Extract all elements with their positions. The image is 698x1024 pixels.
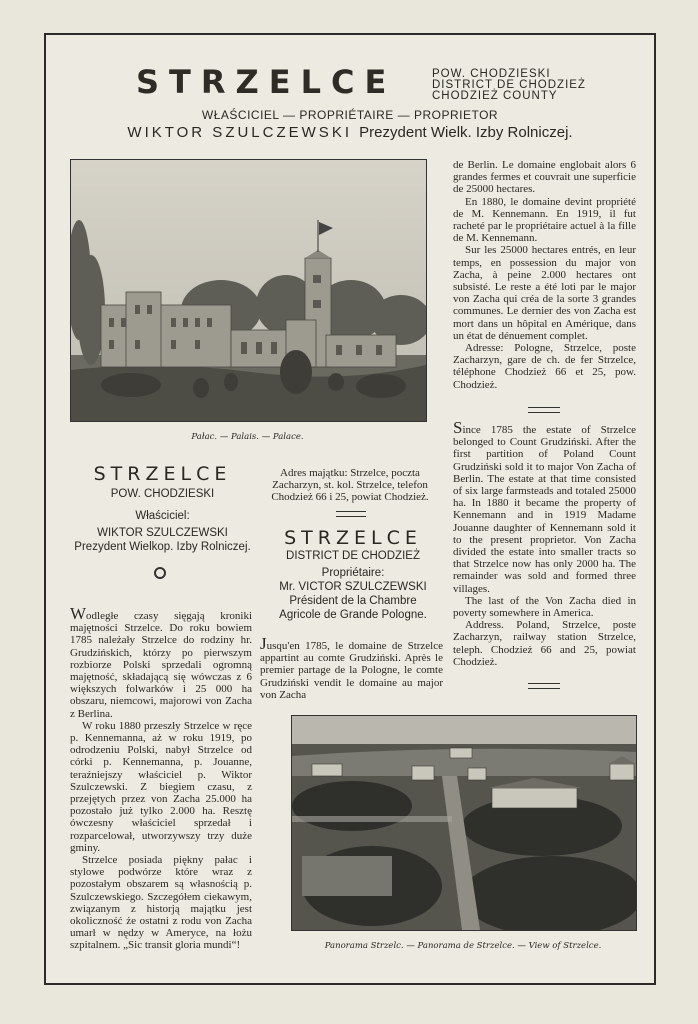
french-dropcap: J	[260, 634, 267, 653]
french-district: DISTRICT DE CHODZIEŻ	[286, 550, 420, 562]
panorama-illustration	[292, 716, 636, 930]
french-owner-title: Président de la Chambre	[289, 595, 417, 607]
french-title: STRZELCE	[284, 527, 422, 549]
palace-photo	[70, 159, 427, 422]
french-text-cont	[453, 159, 636, 391]
french-paragraph: Adresse: Pologne, Strzelce, poste Zacharzyn, gare de ch. de fer Strzelce, téléphone Chodzież 66 et 25, pow. Chodzież.	[453, 342, 636, 391]
polish-header	[70, 487, 255, 554]
page-frame	[44, 33, 656, 985]
french-owner-name: Mr. VICTOR SZULCZEWSKI	[279, 581, 427, 593]
french-header	[260, 549, 446, 622]
french-text-start	[260, 634, 443, 701]
panorama-caption: Panorama Strzelc. — Panorama de Strzelce. — View of Strzelce.	[324, 941, 602, 951]
polish-county: POW. CHODZIESKI	[110, 488, 215, 500]
french-paragraph: de Berlin. Le domaine englobait alors 6 grandes fermes et couvrait une superficie de 25000 hectares.	[453, 159, 636, 196]
owner-heading	[46, 124, 654, 141]
english-text	[453, 418, 636, 668]
divider	[528, 683, 560, 689]
polish-owner-title: Prezydent Wielkop. Izby Rolniczej.	[74, 541, 251, 553]
panorama-photo	[291, 715, 637, 931]
french-paragraph: Sur les 25000 hectares entrés, en leur temps, en possession du major von Zacha, à peine 2.000 hectares ont subsisté. Le reste a été loti par le major von Zacha qui créa de la sorte 3 grandes communes. Le dernier des von Zacha est mort dans un hôpital en Amérique, dans un état de dénuement complet.	[453, 244, 636, 342]
polish-paragraph: W roku 1880 przeszły Strzelce w ręce p. Kennemanna, aż w roku 1919, po odrodzeniu Polski, nabył Strzelce od córki p. Kennemanna, p. Jouanne, teraźniejszy właściciel p. Wiktor Szulczewski. Z biegiem czasu, z przejętych przez von Zacha 25.000 ha pozostało już tylko 2.000 ha. Resztę ówczesny właściciel sprzedał i rozparcelował, utworzywszy trzy duże gminy.	[70, 719, 252, 854]
english-paragraph: Address. Poland, Strzelce, poste Zacharzyn, railway station Strzelce, teleph. Chodzież 66 and 25, powiat Chodzież.	[453, 619, 636, 668]
polish-dropcap: W	[70, 604, 87, 623]
county-block	[432, 69, 586, 102]
french-owner-label: Propriétaire:	[321, 567, 385, 579]
french-owner-title: Agricole de Grande Pologne.	[279, 609, 427, 621]
english-paragraph: The last of the Von Zacha died in poverty somewhere in America.	[453, 594, 636, 620]
polish-owner-label: Właściciel:	[135, 510, 190, 522]
polish-title: STRZELCE	[93, 463, 232, 485]
county-line: CHODZIEŻ COUNTY	[432, 90, 558, 102]
palace-caption: Pałac. — Palais. — Palace.	[191, 432, 304, 442]
owner-title: Prezydent Wielk. Izby Rolniczej.	[359, 124, 573, 141]
owner-label-line: WŁAŚCICIEL — PROPRIÉTAIRE — PROPRIETOR	[201, 108, 499, 122]
county-line: POW. CHODZIESKI	[432, 68, 551, 80]
polish-owner-name: WIKTOR SZULCZEWSKI	[97, 527, 228, 539]
divider	[528, 407, 560, 413]
french-paragraph: Jusqu'en 1785, le domaine de Strzelce appartint au comte Grudziński. Après le premier partage de la Pologne, le comte Grudziński vendit le domaine au major von Zacha	[260, 634, 443, 701]
polish-text	[70, 604, 252, 952]
english-paragraph: Since 1785 the estate of Strzelce belonged to Count Grudziński. After the first partition of Poland Count Grudziński sold it to major Von Zacha of Berlin. The estate at that time consisted of six large farmsteads and totaled 25000 ha. In 1880 it became the property of Kennemann and in 1919 Madame Jouanne daughter of Kennemann sold it to the present proprietor. Von Zacha divided the estate into smaller tracts so that Strzelce now has only 2000 ha. The remainder was sold and formed three villages.	[453, 418, 636, 595]
divider	[336, 511, 366, 517]
english-dropcap: S	[453, 418, 463, 437]
ornament-ring	[154, 567, 166, 579]
page-title: STRZELCE	[136, 63, 397, 101]
county-line: DISTRICT DE CHODZIEŻ	[432, 79, 586, 91]
polish-paragraph: Strzelce posiada piękny pałac i stylowe podwórze które wraz z pozostałym obszarem są własnością p. Szulczewskiego. Szczegółem ciekawym, związanym z historją majątku jest okoliczność że ostatni z rodu von Zacha umarł w nędzy w Ameryce, na łożu szpitalnem. „Sic transit gloria mundi“!	[70, 854, 252, 952]
french-paragraph: En 1880, le domaine devint propriété de M. Kennemann. En 1919, il fut racheté par le propriétaire actuel à la fille de M. Kennemann.	[453, 195, 636, 245]
palace-illustration	[71, 160, 426, 421]
owner-name: WIKTOR SZULCZEWSKI	[127, 124, 352, 141]
polish-address: Adres majątku: Strzelce, poczta Zacharzyn, st. kol. Strzelce, telefon Chodzież 66 i 25, powiat Chodzież.	[271, 467, 429, 504]
polish-paragraph: Wodległe czasy sięgają kroniki majętności Strzelce. Do roku bowiem 1785 należały Strzelce do rodziny hr. Grudzińskich, którzy po pierwszym rozbiorze Polski sprzedali ogromną majętność, składającą się wówczas z 6 większych folwarków i 25 000 ha obszaru, niemcowi, majorowi von Zacha z Berlina.	[70, 604, 252, 720]
